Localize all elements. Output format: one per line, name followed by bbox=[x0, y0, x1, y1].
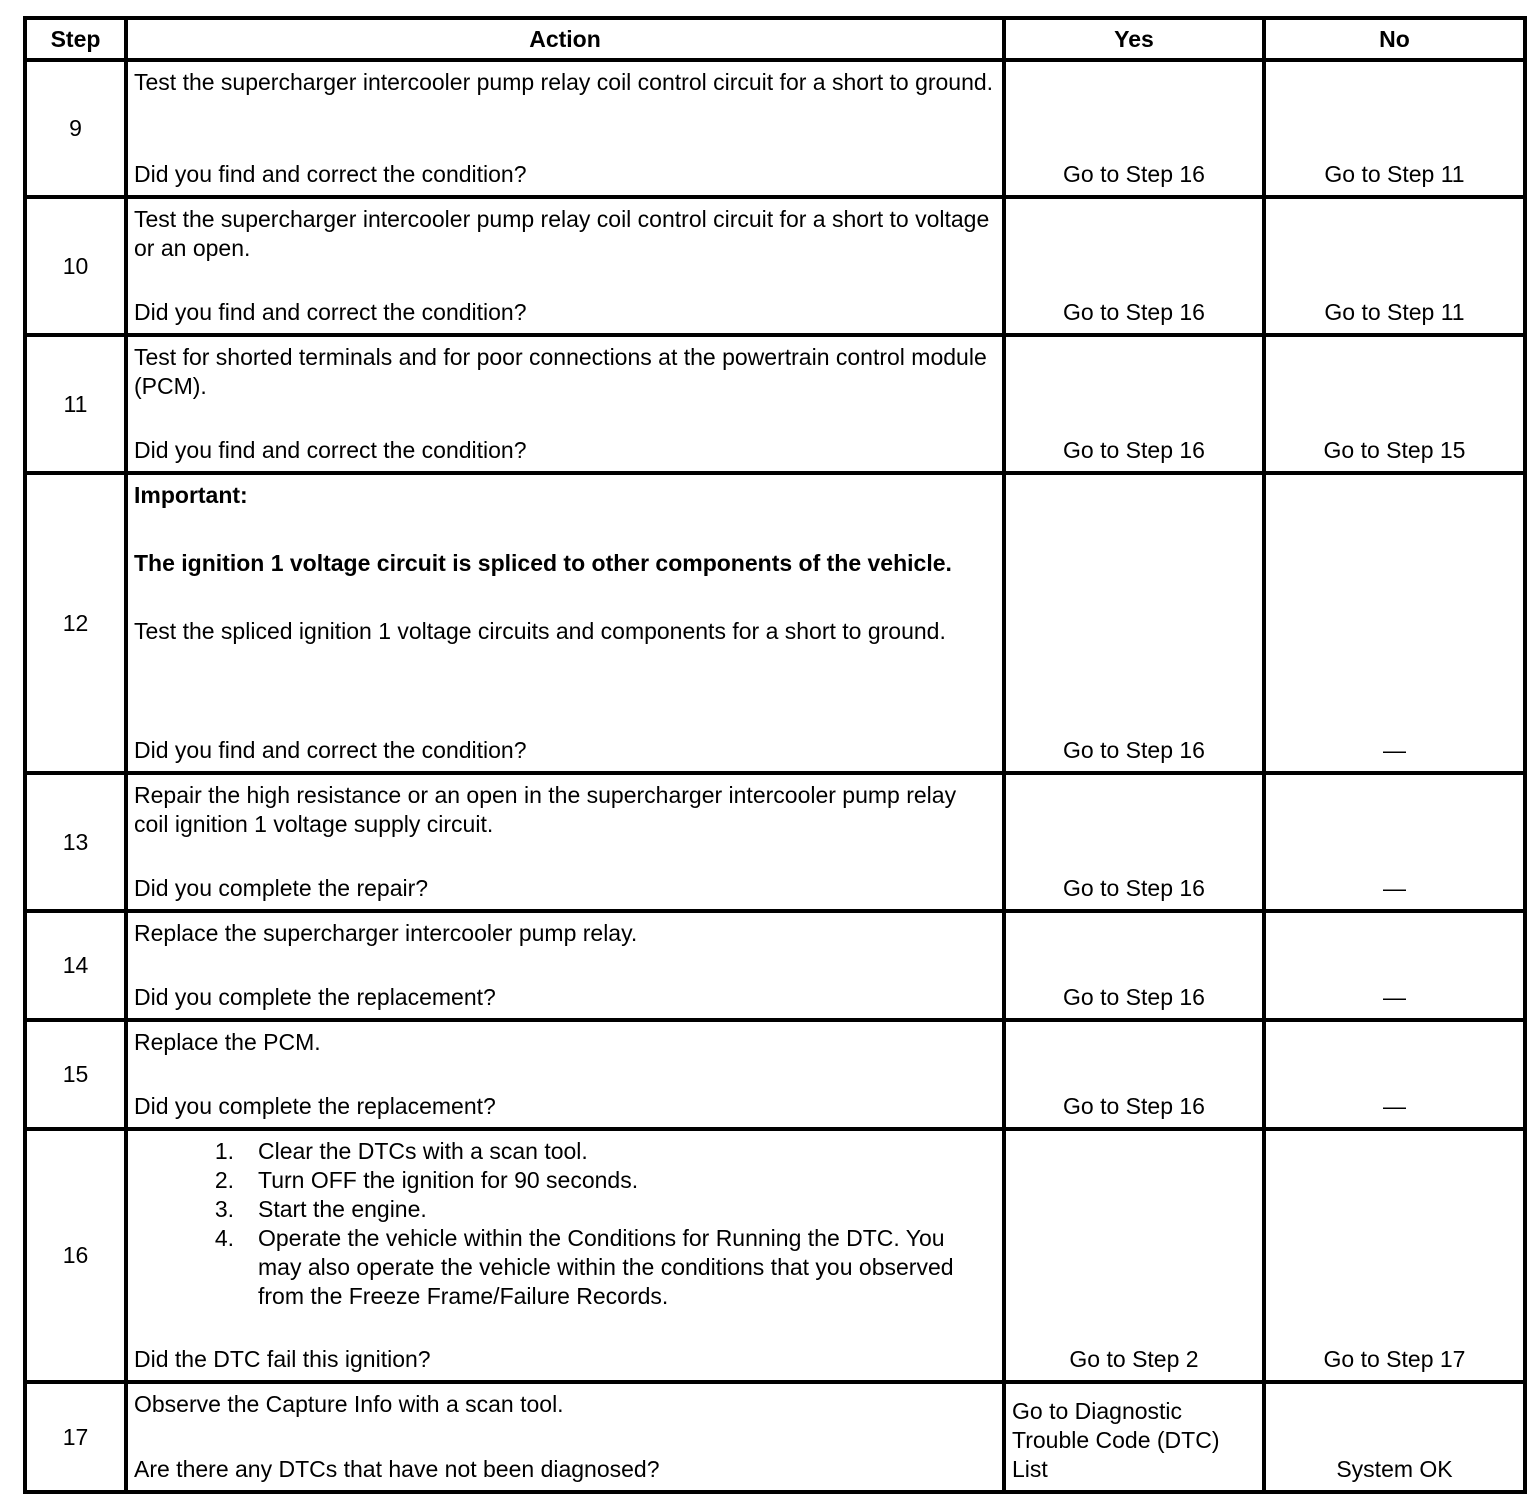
yes-link[interactable]: Go to Step 16 bbox=[1063, 984, 1205, 1010]
header-row bbox=[25, 18, 1525, 60]
no-cell bbox=[1264, 1020, 1525, 1129]
yes-cell bbox=[1004, 773, 1264, 911]
yes-cell bbox=[1004, 1129, 1264, 1382]
action-text: Observe the Capture Info with a scan tool. bbox=[134, 1391, 564, 1417]
question-text: Did you complete the repair? bbox=[134, 875, 429, 901]
list-item bbox=[134, 1224, 996, 1311]
yes-link[interactable]: Go to Step 16 bbox=[1063, 1093, 1205, 1119]
no-cell bbox=[1264, 773, 1525, 911]
step-number: 9 bbox=[25, 60, 126, 197]
question-text: Did you find and correct the condition? bbox=[134, 737, 527, 763]
list-item bbox=[134, 1195, 996, 1224]
list-item-text: Turn OFF the ignition for 90 seconds. bbox=[258, 1167, 639, 1193]
important-label: Important: bbox=[134, 482, 248, 508]
action-cell bbox=[126, 1129, 1004, 1382]
yes-cell bbox=[1004, 473, 1264, 773]
no-cell bbox=[1264, 1382, 1525, 1492]
table-row bbox=[25, 1020, 1525, 1129]
table-row bbox=[25, 60, 1525, 197]
yes-link[interactable]: Go to Step 16 bbox=[1063, 161, 1205, 187]
yes-cell bbox=[1004, 60, 1264, 197]
header-action: Action bbox=[126, 18, 1004, 60]
yes-link[interactable]: Go to Diagnostic Trouble Code (DTC) List bbox=[1012, 1398, 1220, 1482]
yes-cell bbox=[1004, 335, 1264, 473]
step-number: 12 bbox=[25, 473, 126, 773]
no-link[interactable]: Go to Step 11 bbox=[1324, 161, 1465, 187]
table-row bbox=[25, 197, 1525, 335]
list-item-number: 1. bbox=[214, 1138, 234, 1164]
no-cell bbox=[1264, 197, 1525, 335]
no-link[interactable]: Go to Step 17 bbox=[1323, 1346, 1466, 1372]
list-item-number: 4. bbox=[214, 1225, 234, 1251]
header-no: No bbox=[1264, 18, 1525, 60]
action-text: Test for shorted terminals and for poor connections at the powertrain control module (PCM). bbox=[134, 344, 987, 399]
yes-cell bbox=[1004, 197, 1264, 335]
list-item-text: Clear the DTCs with a scan tool. bbox=[258, 1138, 588, 1164]
question-text: Are there any DTCs that have not been diagnosed? bbox=[134, 1456, 660, 1482]
no-result: System OK bbox=[1336, 1456, 1453, 1482]
yes-link[interactable]: Go to Step 16 bbox=[1063, 875, 1205, 901]
table-row bbox=[25, 473, 1525, 773]
important-text: The ignition 1 voltage circuit is spliced to other components of the vehicle. bbox=[134, 550, 952, 576]
header-yes: Yes bbox=[1004, 18, 1264, 60]
question-text: Did you complete the replacement? bbox=[134, 984, 496, 1010]
step-number: 16 bbox=[25, 1129, 126, 1382]
no-link[interactable]: Go to Step 11 bbox=[1324, 299, 1465, 325]
no-cell bbox=[1264, 1129, 1525, 1382]
action-text: Test the supercharger intercooler pump relay coil control circuit for a short to voltage or an open. bbox=[134, 206, 990, 261]
yes-cell bbox=[1004, 1020, 1264, 1129]
action-cell bbox=[126, 911, 1004, 1020]
question-text: Did you find and correct the condition? bbox=[134, 299, 527, 325]
question-text: Did you find and correct the condition? bbox=[134, 161, 527, 187]
action-text: Test the spliced ignition 1 voltage circuits and components for a short to ground. bbox=[134, 618, 946, 644]
no-link[interactable]: Go to Step 15 bbox=[1323, 437, 1466, 463]
list-item-text: Operate the vehicle within the Conditions for Running the DTC. You may also operate the vehicle within the conditions that you observed from the Freeze Frame/Failure Records. bbox=[258, 1225, 954, 1309]
table-row bbox=[25, 1382, 1525, 1492]
table-row bbox=[25, 773, 1525, 911]
no-cell bbox=[1264, 911, 1525, 1020]
step-number: 11 bbox=[25, 335, 126, 473]
step-number: 10 bbox=[25, 197, 126, 335]
action-text: Replace the supercharger intercooler pump relay. bbox=[134, 920, 638, 946]
list-item-number: 3. bbox=[214, 1196, 234, 1222]
yes-link[interactable]: Go to Step 16 bbox=[1063, 299, 1205, 325]
list-item-text: Start the engine. bbox=[258, 1196, 427, 1222]
step-number: 17 bbox=[25, 1382, 126, 1492]
question-text: Did you complete the replacement? bbox=[134, 1093, 496, 1119]
step-number: 15 bbox=[25, 1020, 126, 1129]
no-dash: — bbox=[1383, 1093, 1406, 1119]
action-text: Repair the high resistance or an open in the supercharger intercooler pump relay coil ignition 1 voltage supply circuit. bbox=[134, 782, 957, 837]
action-cell bbox=[126, 197, 1004, 335]
question-text: Did the DTC fail this ignition? bbox=[134, 1346, 431, 1372]
numbered-list bbox=[134, 1137, 996, 1311]
action-cell bbox=[126, 773, 1004, 911]
no-dash: — bbox=[1383, 737, 1406, 763]
step-number: 13 bbox=[25, 773, 126, 911]
list-item-number: 2. bbox=[214, 1167, 234, 1193]
no-dash: — bbox=[1383, 984, 1406, 1010]
no-cell bbox=[1264, 60, 1525, 197]
action-cell bbox=[126, 60, 1004, 197]
no-dash: — bbox=[1383, 875, 1406, 901]
list-item bbox=[134, 1166, 996, 1195]
question-text: Did you find and correct the condition? bbox=[134, 437, 527, 463]
table-row bbox=[25, 911, 1525, 1020]
no-cell bbox=[1264, 335, 1525, 473]
yes-cell bbox=[1004, 911, 1264, 1020]
list-item bbox=[134, 1137, 996, 1166]
action-text: Test the supercharger intercooler pump relay coil control circuit for a short to ground. bbox=[134, 69, 994, 95]
table-row bbox=[25, 1129, 1525, 1382]
action-cell bbox=[126, 1020, 1004, 1129]
action-cell bbox=[126, 1382, 1004, 1492]
diagnostic-table bbox=[23, 16, 1527, 1494]
step-number: 14 bbox=[25, 911, 126, 1020]
table-row bbox=[25, 335, 1525, 473]
no-cell bbox=[1264, 473, 1525, 773]
action-cell bbox=[126, 335, 1004, 473]
action-cell bbox=[126, 473, 1004, 773]
yes-cell bbox=[1004, 1382, 1264, 1492]
yes-link[interactable]: Go to Step 16 bbox=[1063, 737, 1205, 763]
yes-link[interactable]: Go to Step 2 bbox=[1069, 1346, 1199, 1372]
action-text: Replace the PCM. bbox=[134, 1029, 321, 1055]
yes-link[interactable]: Go to Step 16 bbox=[1063, 437, 1205, 463]
header-step: Step bbox=[25, 18, 126, 60]
